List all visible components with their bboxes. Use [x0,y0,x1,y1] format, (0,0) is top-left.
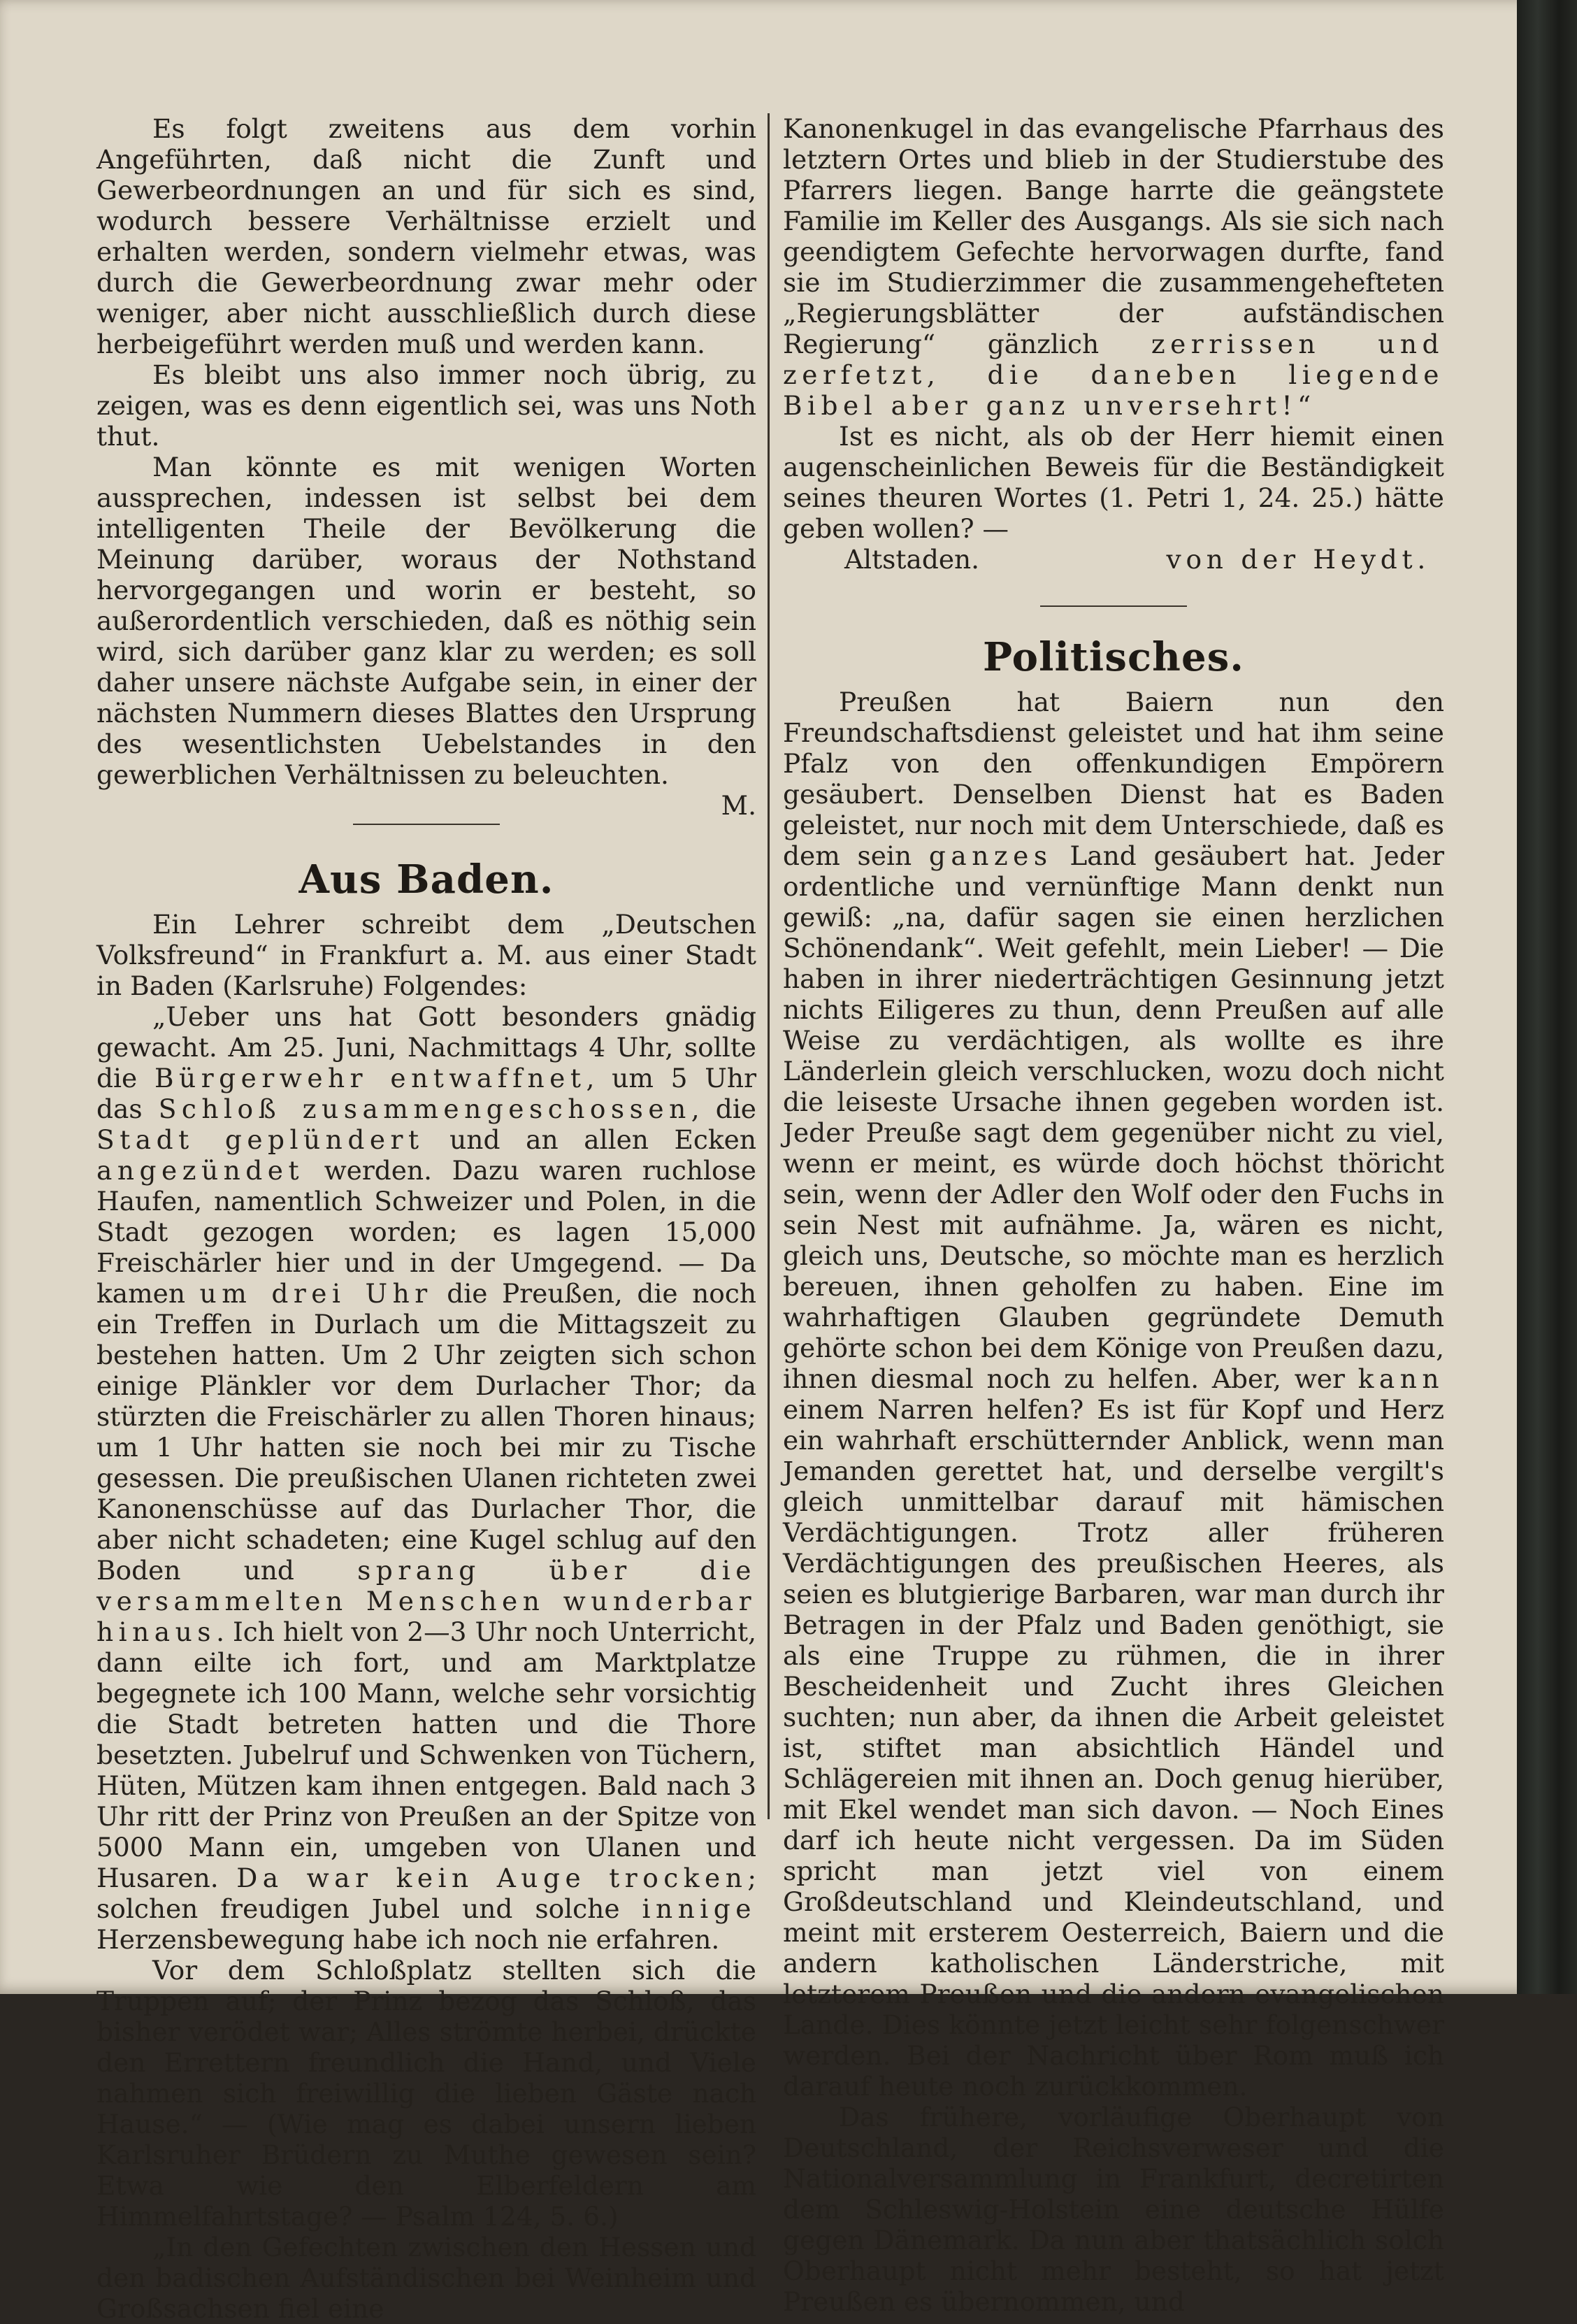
paragraph-text: Man könnte es mit wenigen Worten aussprechen, indessen ist selbst bei dem intelligenten Theile der Bevölkerung die Meinung darüber, woraus der Nothstand hervorgegangen und worin er besteht, so außerordentlich verschieden, daß es nöthig sein wird, sich darüber ganz klar zu werden; es soll daher unsere nächste Aufgabe sein, in einer der nächsten Nummern dieses Blattes den Ursprung des wesentlichsten Uebelstandes in den gewerblichen Verhältnissen zu beleuchten. [96,452,756,790]
quoted-paragraph: „In den Gefechten zwischen den Hessen und den badischen Aufständischen bei Weinheim und Großsachsen fiel eine [96,2232,756,2324]
section-title: Aus Baden. [298,856,554,903]
text-run: “ [1297,390,1311,421]
emphasis: angezündet [96,1155,305,1186]
author-initial: M. [721,790,756,821]
emphasis: Stadt geplündert [96,1124,424,1155]
text-run: , um 5 Uhr das [96,1063,756,1124]
right-column [783,113,1444,2317]
paragraph [96,452,756,821]
spacer [783,575,1444,605]
spacer [96,790,756,824]
emphasis: innige [642,1893,756,1924]
emphasis: sprang über die versammelten Menschen wunderbar hinaus [96,1555,756,1647]
spacer [783,680,1444,687]
emphasis: zerrissen und zerfetzt, die daneben liegende Bibel aber ganz unversehrt! [783,329,1445,421]
emphasis: kann [1358,1363,1444,1394]
emphasis: Bürgerwehr entwaffnet [154,1063,586,1093]
paragraph [783,113,1444,421]
quoted-paragraph: Vor dem Schloßplatz stellten sich die Truppen auf; der Prinz bezog das Schloß, das bisher verödet war; Alles strömte herbei, drückte den Errettern freundlich die Hand, und Viele nahmen sich freiwillig die lieben Gäste nach Hause.“ — (Wie mag es dabei unsern lieben Karlsruher Brüdern zu Muthe gewesen sein? Etwa wie den Elberfeldern am Himmelfahrtstage? — Psalm 124, 5. 6.) [96,1955,756,2232]
paragraph: Das frühere, vorläufige Oberhaupt von Deutschland, der Reichsverweser und die Nationalversammlung in Frankfurt, decretirten dem Schleswig-Holstein eine deutsche Hülfe gegen Dänemark. Da nun aber thatsächlich solch Oberhaupt nicht mehr besteht, so hat jetzt Preußen es übernommen, und [783,2102,1444,2317]
text-run: einem Narren helfen? Es ist für Kopf und Herz ein wahrhaft erschütternder Anblick, wenn man Jemanden gerettet hat, und derselbe vergilt's gleich unmittelbar darauf mit hämischen Verdächtigungen. Trotz aller früheren Verdächtigungen des preußischen Heeres, als seien es blutgierige Barbaren, war man durch ihr Betragen in der Pfalz und Baden genöthigt, sie als eine Truppe zu rühmen, die in ihrer Bescheidenheit und Zucht ihres Gleichen suchten; nun aber, da ihnen die Arbeit geleistet ist, stiftet man absichtlich Händel und Schlägereien mit ihnen an. Doch genug hierüber, mit Ekel wendet man sich davon. — Noch Eines darf ich heute nicht vergessen. Da im Süden spricht man jetzt viel von einem Großdeutschland und Kleindeutschland, und meint mit ersterem Oesterreich, Baiern und die andern katholischen Länderstriche, mit letzterem Preußen und die andern evangelischen Lande. Dies könnte jetzt leicht sehr folgenschwer werden. Bei der Nachricht über Rom muß ich darauf heute noch zurückkommen. [783,1394,1444,2102]
text-run: Herzensbewegung habe ich noch nie erfahren. [96,1924,720,1955]
text-run: , die [691,1093,756,1124]
paragraph [783,687,1444,2102]
spacer [96,825,756,857]
paragraph: Ist es nicht, als ob der Herr hiemit einen augenscheinlichen Beweis für die Beständigkeit seines theuren Wortes (1. Petri 1, 24. 25.) hätte geben wollen? — [783,421,1444,544]
paragraph: Es bleibt uns also immer noch übrig, zu zeigen, was es denn eigentlich sei, was uns Noth thut. [96,359,756,452]
text-run: Preußen hat Baiern nun den Freundschaftsdienst geleistet und hat ihm seine Pfalz von den offenkundigen Empörern gesäubert. Denselben Dienst hat es Baden geleistet, nur noch mit dem Unterschiede, daß es dem sein [783,687,1444,871]
text-run: die Preußen, die noch ein Treffen in Durlach um die Mittagszeit zu bestehen hatten. Um 2 Uhr zeigten sich schon einige Plänkler vor dem Durlacher Thor; da stürzten die Freischärler zu allen Thoren hinaus; um 1 Uhr hatten sie noch bei mir zu Tische gesessen. Die preußischen Ulanen richteten zwei Kanonenschüsse auf das Durlacher Thor, die aber nicht schadeten; eine Kugel schlug auf den Boden und [96,1278,757,1586]
left-column [96,113,756,2324]
emphasis: Schloß zusammengeschossen [158,1093,691,1124]
emphasis: ganzes [928,840,1053,871]
paragraph: Es folgt zweitens aus dem vorhin Angeführten, daß nicht die Zunft und Gewerbeordnungen an und für sich es sind, wodurch bessere Verhältnisse erzielt und erhalten werden, sondern vielmehr etwas, was durch die Gewerbeordnung zwar mehr oder weniger, aber nicht ausschließlich durch diese herbeigeführt werden muß und werden kann. [96,113,756,359]
text-run: Kanonenkugel in das evangelische Pfarrhaus des letztern Ortes und blieb in der Studierstube des Pfarrers liegen. Bange harrte die geängstete Familie im Keller des Ausgangs. Als sie sich nach geendigtem Gefechte hervorwagen durfte, fand sie im Studierzimmer die zusammengehefteten „Regierungsblätter der aufständischen Regierung“ gänzlich [783,113,1444,359]
text-run: „Ueber uns hat Gott besonders gnädig gewacht. Am 25. Juni, Nachmittags 4 Uhr, sollte die [96,1001,756,1093]
text-run: Land gesäubert hat. Jeder ordentliche und vernünftige Mann denkt nun gewiß: „na, dafür sagen sie einen herzlichen Schönendank“. Weit gefehlt, mein Lieber! — Die haben in ihrer niederträchtigen Gesinnung jetzt nichts Eiligeres zu thun, denn Preußen auf alle Weise zu verdächtigen, als wollte es ihre Länderlein gleich verschlucken, wozu doch nicht die leiseste Ursache ihnen gegeben worden ist. Jeder Preuße sagt dem gegenüber nicht zu viel, wenn er meint, es würde doch höchst thöricht sein, wenn der Adler den Wolf oder den Fuchs in sein Nest mit aufnähme. Ja, wären es nicht, gleich uns, Deutsche, so möchte man es herzlich bereuen, ihnen geholfen zu haben. Eine im wahrhaftigen Glauben gegründete Demuth gehörte schon bei dem Könige von Preußen dazu, ihnen diesmal noch zu helfen. Aber, wer [783,840,1444,1394]
text-run: werden. Dazu waren ruchlose Haufen, namentlich Schweizer und Polen, in die Stadt gezogen worden; es lagen 15,000 Freischärler hier und in der Umgegend. — Da kamen [96,1155,756,1309]
column-divider [768,113,770,1819]
quoted-paragraph [96,1001,756,1955]
spacer [783,607,1444,635]
text-run: und an allen Ecken [424,1124,756,1155]
emphasis: Da war kein Auge trocken [236,1863,748,1893]
book-binding [1517,0,1577,1994]
signature-name: von der Heydt. [1166,544,1430,575]
section-title: Politisches. [982,634,1245,680]
emphasis: um drei Uhr [199,1278,433,1309]
text-run: . Ich hielt von 2—3 Uhr noch Unterricht, dann eilte ich fort, und am Marktplatze begegnete ich 100 Mann, welche sehr vorsichtig die Stadt betreten hatten und die Thore besetzten. Jubelruf und Schwenken von Tüchern, Hüten, Mützen kam ihnen entgegen. Bald nach 3 Uhr ritt der Prinz von Preußen an der Spitze von 5000 Mann ein, umgeben von Ulanen und Husaren. [96,1616,756,1893]
spacer [96,902,756,909]
signature-line [783,544,1444,575]
paragraph: Ein Lehrer schreibt dem „Deutschen Volksfreund“ in Frankfurt a. M. aus einer Stadt in Baden (Karlsruhe) Folgendes: [96,909,756,1001]
text-run: ; solchen freudigen Jubel und solche [96,1863,756,1924]
signature-place: Altstaden. [844,544,980,575]
